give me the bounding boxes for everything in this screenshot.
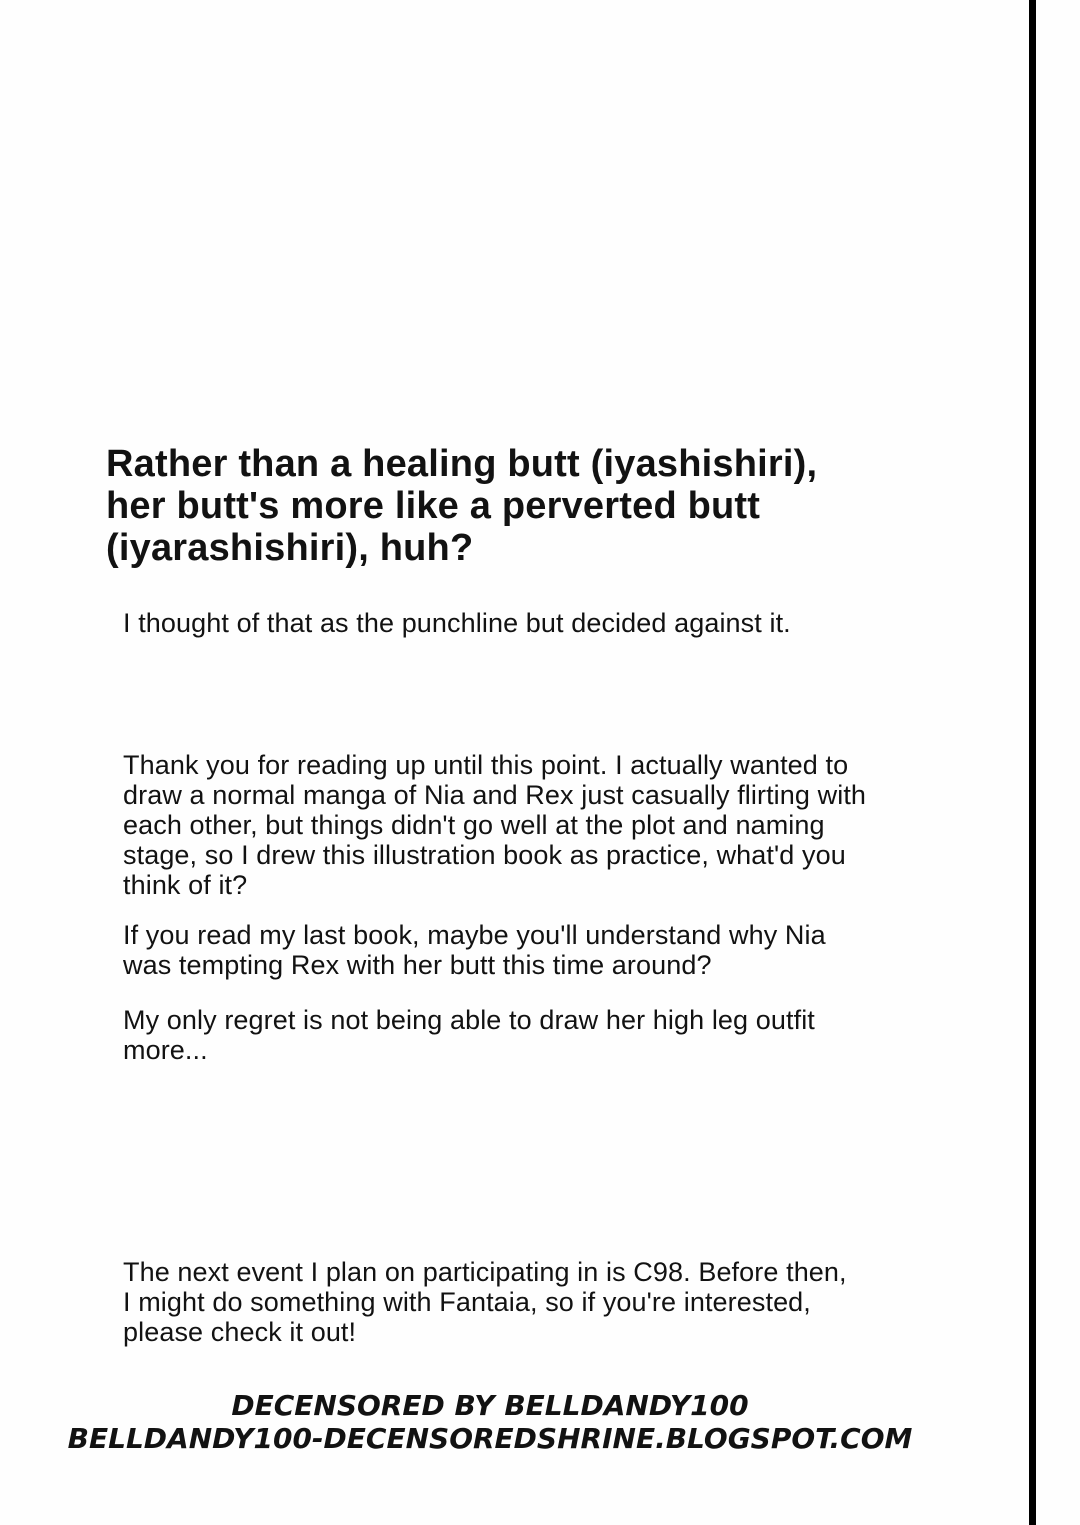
paragraph-regret-line-1: My only regret is not being able to draw her high leg outfit [123, 1005, 815, 1035]
page-border-line [1029, 0, 1036, 1525]
paragraph-next-event-line-3: please check it out! [123, 1317, 357, 1347]
decensor-credits [0, 1389, 980, 1455]
paragraph-thanks [123, 750, 866, 900]
paragraph-thanks-line-3: each other, but things didn't go well at the plot and naming [123, 810, 825, 840]
paragraph-thanks-line-5: think of it? [123, 870, 248, 900]
punchline-note-text: I thought of that as the punchline but decided against it. [123, 608, 791, 638]
credits-decensored-by: DECENSORED BY BELLDANDY100 [231, 1389, 749, 1422]
credits-blog-url: BELLDANDY100-DECENSOREDSHRINE.BLOGSPOT.COM [67, 1422, 913, 1455]
paragraph-next-event-line-1: The next event I plan on participating in is C98. Before then, [123, 1257, 847, 1287]
afterword-title-line-2: her butt's more like a perverted butt [106, 485, 761, 527]
punchline-note [123, 608, 791, 638]
afterword-title-line-1: Rather than a healing butt (iyashishiri), [106, 443, 818, 485]
afterword-title [106, 443, 817, 569]
paragraph-thanks-line-1: Thank you for reading up until this point. I actually wanted to [123, 750, 849, 780]
paragraph-thanks-line-2: draw a normal manga of Nia and Rex just casually flirting with [123, 780, 867, 810]
paragraph-last-book [123, 920, 826, 980]
paragraph-next-event [123, 1257, 847, 1347]
paragraph-last-book-line-1: If you read my last book, maybe you'll understand why Nia [123, 920, 826, 950]
paragraph-regret-line-2: more... [123, 1035, 208, 1065]
paragraph-regret [123, 1005, 815, 1065]
paragraph-thanks-line-4: stage, so I drew this illustration book as practice, what'd you [123, 840, 846, 870]
paragraph-last-book-line-2: was tempting Rex with her butt this time around? [123, 950, 712, 980]
paragraph-next-event-line-2: I might do something with Fantaia, so if you're interested, [123, 1287, 811, 1317]
afterword-title-line-3: (iyarashishiri), huh? [106, 527, 474, 569]
